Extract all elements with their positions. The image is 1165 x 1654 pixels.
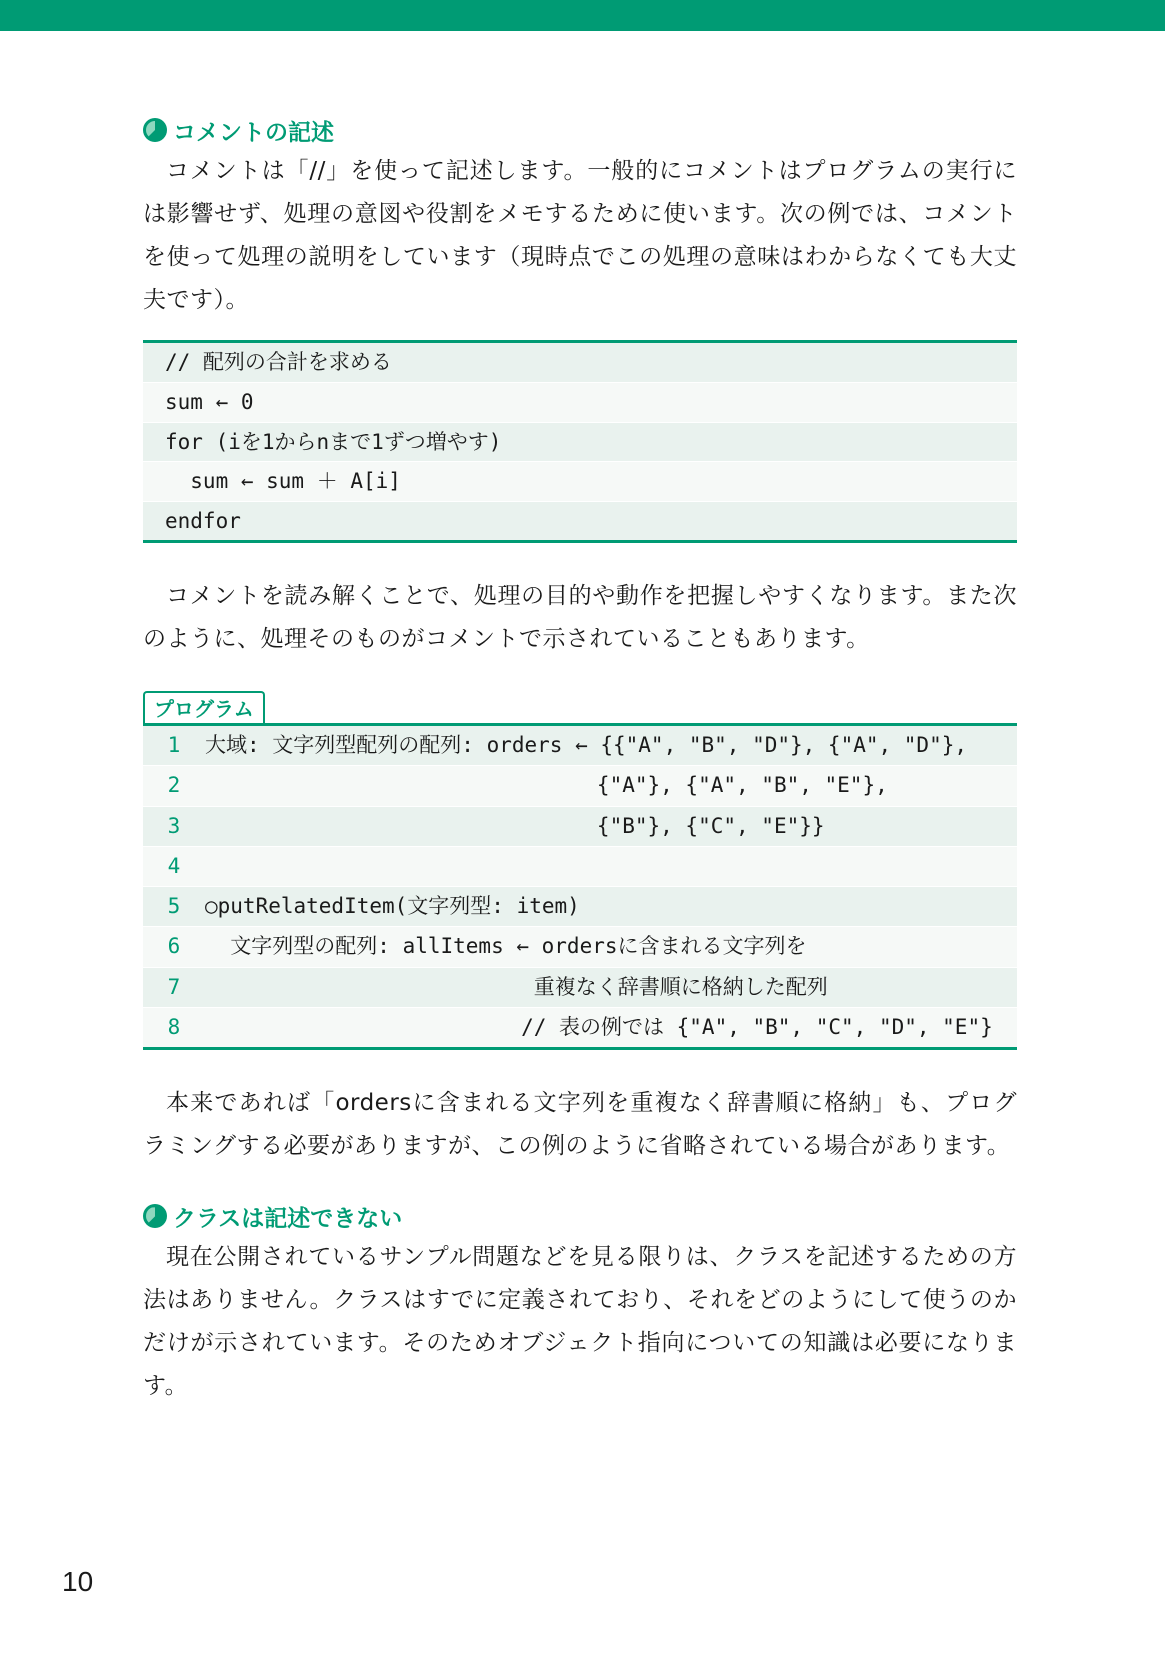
line-code: 文字列型の配列: allItems ← ordersに含まれる文字列を [205,934,807,959]
paragraph: 現在公開されているサンプル問題などを見る限りは、クラスを記述するための方法はありません。クラスはすでに定義されており、それをどのようにして使うのかだけが示されています。そのためオブジェクト指向についての知識は必要になります。 [143,1244,1017,1400]
line-number: 5 [167,894,181,919]
line-code: {"B"}, {"C", "E"}} [205,813,825,838]
line-number: 4 [167,853,181,878]
line-code: 重複なく辞書順に格納した配列 [205,974,828,999]
program-line [143,1007,1017,1047]
top-accent-bar [0,0,1165,31]
program-line [143,726,1017,765]
section-heading-text: コメントの記述 [173,119,334,146]
section-heading-comments [143,110,1017,150]
program-block [143,691,1017,1050]
paragraph: 本来であれば「ordersに含まれる文字列を重複なく辞書順に格納」も、プログラミングする必要がありますが、この例のように省略されている場合があります。 [143,1090,1017,1160]
program-label: プログラム [143,691,265,723]
code-line: endfor [143,501,1017,540]
paragraph: コメントを読み解くことで、処理の目的や動作を把握しやすくなります。また次のように、処理そのものがコメントで示されていることもあります。 [143,582,1017,652]
line-code: 大域: 文字列型配列の配列: orders ← {{"A", "B", "D"}, {"A", "D"}, [205,732,968,757]
line-number: 2 [167,773,181,798]
line-number: 1 [167,732,181,757]
line-code: {"A"}, {"A", "B", "E"}, [205,773,888,798]
section-heading-text: クラスは記述できない [173,1205,403,1232]
section-heading-classes [143,1196,1017,1236]
program-line [143,967,1017,1007]
line-number: 6 [167,934,181,959]
paragraph: コメントは「//」を使って記述します。一般的にコメントはプログラムの実行には影響せず、処理の意図や役割をメモするために使います。次の例では、コメントを使って処理の説明をしています（現時点でこの処理の意味はわからなくても大丈夫です）。 [143,158,1017,313]
program-line [143,846,1017,886]
line-number: 7 [167,974,181,999]
code-example-sum [143,340,1017,543]
code-line: sum ← sum ＋ A[i] [143,461,1017,500]
section-bullet-icon [143,1204,167,1228]
line-number: 8 [167,1015,181,1040]
line-code: ○putRelatedItem(文字列型: item) [205,894,580,919]
page-content [143,110,1017,1408]
program-line [143,765,1017,805]
line-code: // 表の例では {"A", "B", "C", "D", "E"} [205,1015,993,1040]
program-line [143,886,1017,926]
program-line [143,806,1017,846]
page-number: 10 [62,1566,94,1597]
code-line: for (iを1からnまで1ずつ増やす) [143,422,1017,461]
code-line: sum ← 0 [143,382,1017,421]
program-line [143,926,1017,966]
line-number: 3 [167,813,181,838]
code-line: // 配列の合計を求める [143,343,1017,382]
section-bullet-icon [143,118,167,142]
program-listing [143,723,1017,1050]
